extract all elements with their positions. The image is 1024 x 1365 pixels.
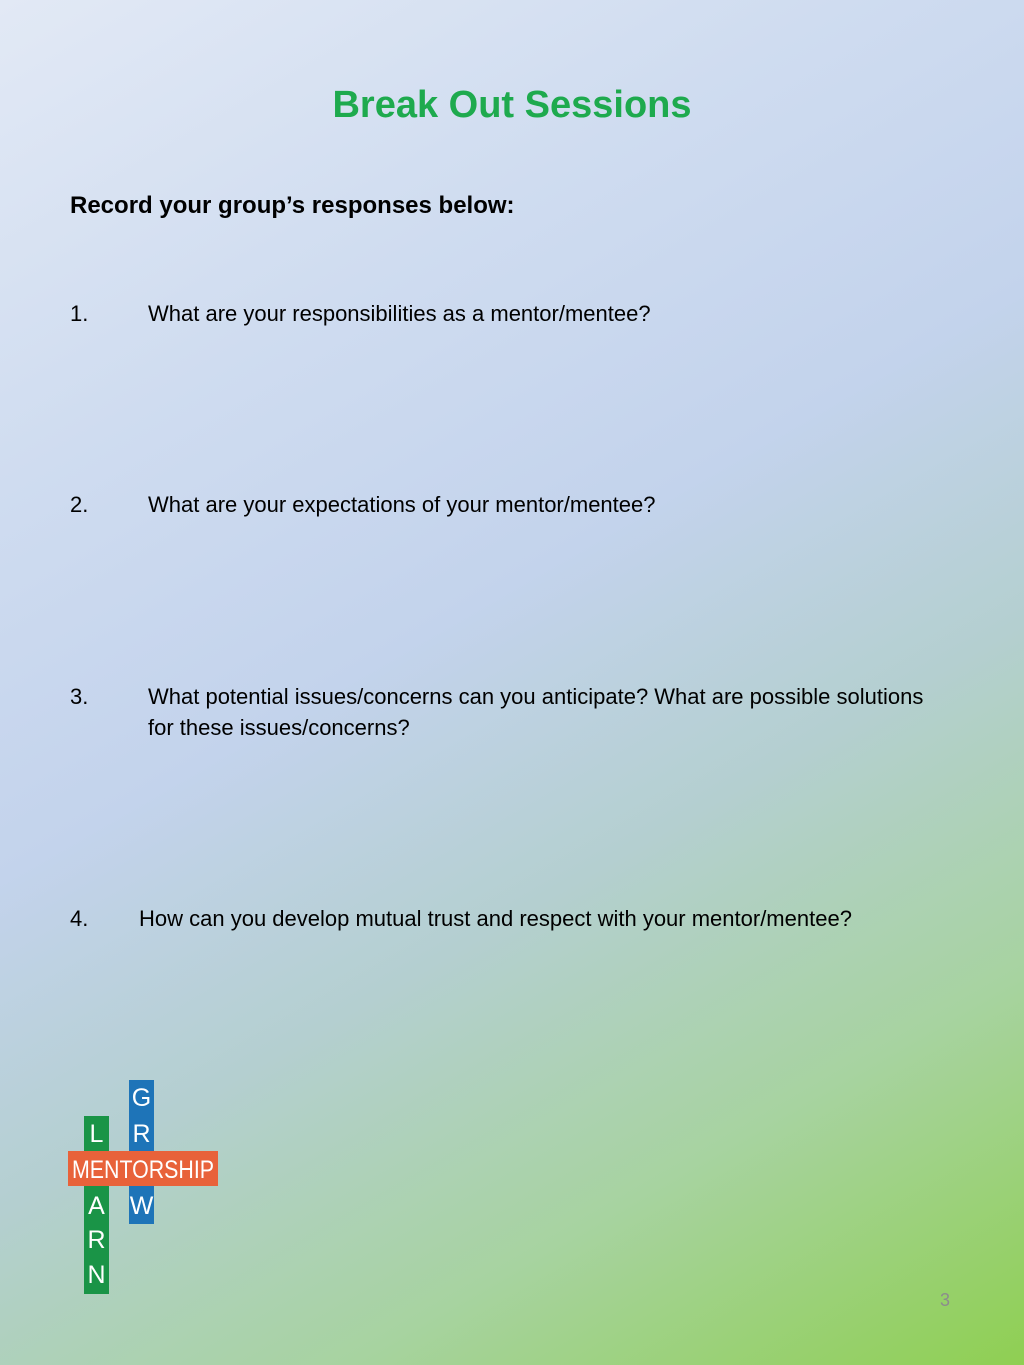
question-number: 2. [70, 492, 89, 517]
question-text: What are your responsibilities as a mentor/mentee? [148, 301, 651, 326]
question-number: 3. [70, 684, 89, 709]
question-item [70, 681, 940, 743]
logo-letter: R [87, 1226, 106, 1254]
logo-mentorship-word: MENTORSHIP [72, 1156, 214, 1184]
page-number: 3 [940, 1290, 951, 1310]
mentorship-logo [68, 1080, 218, 1294]
logo-letter: L [89, 1120, 104, 1148]
logo-letter: N [87, 1261, 106, 1289]
question-item [70, 903, 970, 934]
question-number: 1. [70, 301, 89, 326]
question-text: What are your expectations of your mentor/mentee? [148, 492, 656, 517]
logo-letter: W [129, 1192, 154, 1220]
logo-letter: G [131, 1084, 152, 1112]
question-text: What potential issues/concerns can you anticipate? What are possible solutions for these issues/concerns? [148, 684, 924, 740]
question-item [70, 489, 770, 520]
logo-letter: R [132, 1120, 151, 1148]
slide-title: Break Out Sessions [332, 84, 692, 126]
question-item [70, 298, 770, 329]
slide-subtitle: Record your group’s responses below: [70, 192, 515, 219]
question-number: 4. [70, 906, 89, 931]
question-text: How can you develop mutual trust and respect with your mentor/mentee? [139, 906, 852, 931]
logo-letter: A [88, 1192, 105, 1220]
